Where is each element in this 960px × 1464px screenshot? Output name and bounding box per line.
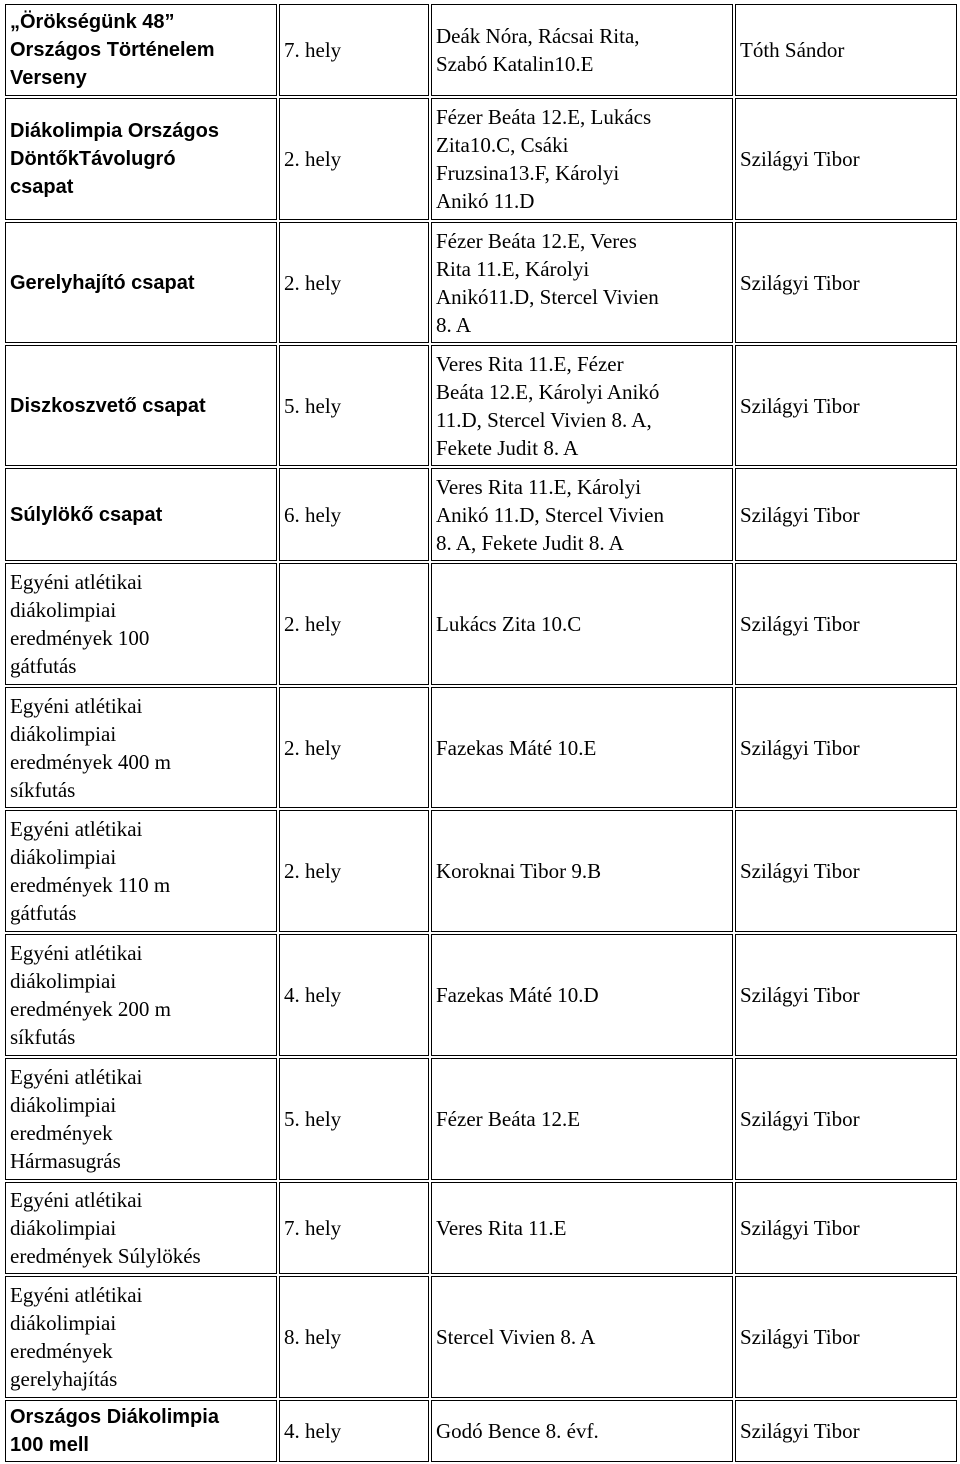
cell-place-text: 8. hely [284, 1325, 342, 1349]
cell-teacher-text: Szilágyi Tibor [740, 735, 860, 760]
cell-event-text: Diákolimpia Országos DöntőkTávolugró csapat [10, 120, 219, 198]
cell-teacher-text: Szilágyi Tibor [740, 393, 860, 418]
cell-names-text: Fézer Beáta 12.E, Veres Rita 11.E, Károlyi Anikó11.D, Stercel Vivien 8. A [436, 228, 659, 337]
cell-place [279, 687, 429, 808]
cell-teacher-text: Szilágyi Tibor [740, 1325, 860, 1349]
cell-event-text: Egyéni atlétikai diákolimpiai eredmények Súlylökés [10, 1188, 201, 1268]
cell-teacher [735, 1400, 957, 1462]
cell-names-text: Fézer Beáta 12.E, Lukács Zita10.C, Csáki Fruzsina13.F, Károlyi Anikó 11.D [436, 105, 652, 213]
cell-teacher-text: Szilágyi Tibor [740, 1419, 860, 1443]
cell-event-text: Diszkoszvető csapat [10, 394, 206, 417]
cell-place-text: 2. hely [284, 612, 342, 636]
cell-place [279, 934, 429, 1056]
cell-teacher [735, 1182, 957, 1274]
cell-names [431, 810, 733, 932]
cell-teacher [735, 98, 957, 220]
cell-names [431, 1182, 733, 1274]
cell-teacher [735, 4, 957, 96]
cell-event [5, 563, 277, 685]
cell-names [431, 345, 733, 466]
cell-teacher-text: Szilágyi Tibor [740, 859, 860, 883]
cell-teacher-text: Szilágyi Tibor [740, 270, 860, 295]
cell-place [279, 1058, 429, 1180]
cell-place [279, 563, 429, 685]
cell-teacher-text: Tóth Sándor [740, 38, 845, 62]
cell-teacher-text: Szilágyi Tibor [740, 983, 860, 1007]
cell-teacher [735, 222, 957, 343]
cell-names [431, 563, 733, 685]
cell-event [5, 687, 277, 808]
cell-event [5, 1276, 277, 1398]
cell-event [5, 222, 277, 343]
cell-place-text: 6. hely [284, 502, 342, 527]
cell-event-text: Egyéni atlétikai diákolimpiai eredmények gerelyhajítás [10, 1283, 143, 1391]
cell-names [431, 687, 733, 808]
cell-names-text: Fazekas Máté 10.D [436, 983, 599, 1007]
cell-names-text: Koroknai Tibor 9.B [436, 859, 602, 883]
cell-names-text: Godó Bence 8. évf. [436, 1419, 599, 1443]
cell-place-text: 7. hely [284, 38, 342, 62]
cell-event [5, 4, 277, 96]
cell-names-text: Veres Rita 11.E [436, 1216, 567, 1240]
cell-names [431, 98, 733, 220]
cell-names-text: Lukács Zita 10.C [436, 612, 582, 636]
cell-teacher-text: Szilágyi Tibor [740, 502, 860, 527]
cell-place-text: 2. hely [284, 270, 342, 295]
cell-event-text: Gerelyhajító csapat [10, 271, 195, 294]
cell-event-text: Súlylökő csapat [10, 503, 163, 526]
cell-place-text: 4. hely [284, 983, 342, 1007]
cell-place [279, 98, 429, 220]
cell-event-text: „Örökségünk 48” Országos Történelem Verseny [10, 11, 215, 89]
cell-event-text: Egyéni atlétikai diákolimpiai eredmények Hármasugrás [10, 1065, 143, 1173]
cell-teacher [735, 345, 957, 466]
cell-event [5, 1400, 277, 1462]
cell-place-text: 4. hely [284, 1419, 342, 1443]
cell-teacher [735, 1058, 957, 1180]
cell-place [279, 4, 429, 96]
cell-event-text: Egyéni atlétikai diákolimpiai eredmények 110 m gátfutás [10, 817, 171, 925]
cell-event [5, 934, 277, 1056]
cell-event-text: Egyéni atlétikai diákolimpiai eredmények 100 gátfutás [10, 570, 150, 678]
cell-names [431, 934, 733, 1056]
cell-names [431, 1058, 733, 1180]
cell-names-text: Fézer Beáta 12.E [436, 1107, 581, 1131]
cell-place-text: 5. hely [284, 393, 342, 418]
cell-place [279, 810, 429, 932]
cell-event [5, 468, 277, 561]
cell-names [431, 222, 733, 343]
cell-event [5, 98, 277, 220]
cell-names-text: Stercel Vivien 8. A [436, 1325, 596, 1349]
cell-place-text: 2. hely [284, 147, 342, 171]
cell-teacher [735, 468, 957, 561]
cell-teacher [735, 1276, 957, 1398]
cell-place [279, 345, 429, 466]
cell-names [431, 1276, 733, 1398]
cell-teacher-text: Szilágyi Tibor [740, 147, 860, 171]
cell-place [279, 222, 429, 343]
cell-names-text: Veres Rita 11.E, Károlyi Anikó 11.D, Stercel Vivien 8. A, Fekete Judit 8. A [436, 474, 664, 555]
cell-event [5, 810, 277, 932]
cell-event [5, 345, 277, 466]
cell-place-text: 2. hely [284, 859, 342, 883]
cell-names-text: Fazekas Máté 10.E [436, 735, 597, 760]
cell-place [279, 1182, 429, 1274]
cell-names-text: Deák Nóra, Rácsai Rita, Szabó Katalin10.E [436, 24, 640, 76]
cell-names [431, 1400, 733, 1462]
cell-teacher [735, 934, 957, 1056]
cell-teacher [735, 687, 957, 808]
cell-names-text: Veres Rita 11.E, Fézer Beáta 12.E, Károlyi Anikó 11.D, Stercel Vivien 8. A, Fekete Judit 8. A [436, 351, 660, 460]
cell-teacher-text: Szilágyi Tibor [740, 1216, 860, 1240]
cell-place [279, 1400, 429, 1462]
cell-event-text: Egyéni atlétikai diákolimpiai eredmények 400 m síkfutás [10, 693, 171, 802]
cell-teacher-text: Szilágyi Tibor [740, 612, 860, 636]
cell-place [279, 468, 429, 561]
cell-place [279, 1276, 429, 1398]
cell-place-text: 5. hely [284, 1107, 342, 1131]
cell-teacher [735, 563, 957, 685]
cell-teacher-text: Szilágyi Tibor [740, 1107, 860, 1131]
cell-event [5, 1058, 277, 1180]
cell-teacher [735, 810, 957, 932]
cell-place-text: 7. hely [284, 1216, 342, 1240]
cell-event [5, 1182, 277, 1274]
cell-event-text: Országos Diákolimpia 100 mell [10, 1406, 219, 1456]
cell-names [431, 4, 733, 96]
cell-event-text: Egyéni atlétikai diákolimpiai eredmények 200 m síkfutás [10, 941, 171, 1049]
cell-names [431, 468, 733, 561]
cell-place-text: 2. hely [284, 735, 342, 760]
